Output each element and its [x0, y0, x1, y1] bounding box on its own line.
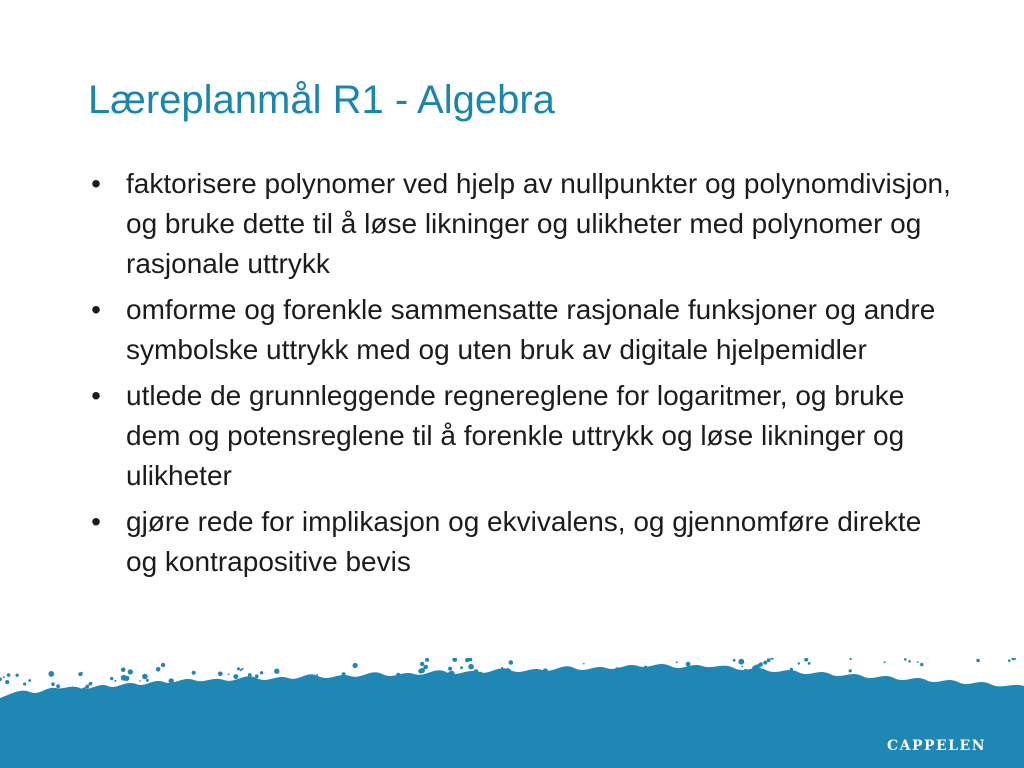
band-speck: [51, 682, 55, 686]
band-speck: [759, 662, 763, 666]
band-speck: [697, 658, 699, 659]
slide-title: Læreplanmål R1 - Algebra: [88, 78, 555, 122]
band-speck: [5, 680, 9, 684]
band-speck: [87, 685, 89, 687]
band-speck: [452, 658, 457, 662]
band-speck: [908, 660, 911, 663]
bullet-marker-icon: •: [91, 380, 101, 411]
band-speck: [798, 662, 800, 664]
band-speck: [692, 666, 694, 668]
bullet-item: [86, 164, 956, 284]
band-speck: [884, 661, 886, 663]
bullet-text: utlede de grunnleggende regnereglene for logaritmer, og bruke dem og potensreglene til å forenkle uttrykk og løse likninger og ulikheter: [126, 380, 905, 491]
band-speck: [509, 660, 514, 665]
band-speck: [250, 679, 253, 682]
band-speck: [559, 674, 561, 676]
bullet-item: [86, 376, 956, 496]
band-speck: [540, 674, 542, 676]
band-speck: [161, 663, 165, 667]
band-speck: [468, 664, 474, 670]
band-speck: [738, 659, 744, 665]
band-speck: [156, 667, 161, 672]
band-speck: [124, 676, 129, 681]
band-speck: [644, 666, 647, 669]
band-speck: [289, 684, 293, 688]
band-speck: [448, 671, 454, 677]
band-speck: [567, 668, 570, 671]
band-speck: [744, 669, 748, 673]
band-speck: [667, 668, 670, 671]
band-speck: [237, 667, 240, 670]
bullet-item: [86, 502, 956, 582]
band-speck: [583, 663, 585, 665]
band-speck: [28, 679, 31, 682]
band-speck: [228, 674, 230, 676]
band-speck: [353, 663, 358, 668]
band-speck: [365, 678, 370, 683]
band-speck: [804, 658, 808, 662]
band-speck: [460, 666, 463, 669]
band-speck: [581, 674, 585, 678]
band-speck: [425, 658, 429, 662]
band-speck: [460, 673, 462, 675]
footer-decorative-band: [0, 658, 1024, 768]
band-speck: [56, 684, 60, 688]
band-speck: [770, 658, 774, 660]
band-speck: [139, 680, 141, 682]
band-speck: [351, 677, 356, 682]
band-speck: [255, 674, 259, 678]
band-speck: [342, 672, 346, 676]
band-speck: [501, 667, 503, 669]
band-speck: [478, 672, 483, 677]
band-speck: [309, 683, 313, 687]
band-speck: [628, 665, 630, 667]
bullet-marker-icon: •: [91, 168, 101, 199]
band-speck: [502, 672, 506, 676]
band-speck: [624, 668, 626, 670]
band-speck: [767, 658, 771, 662]
band-speck: [573, 671, 575, 673]
band-speck: [3, 676, 5, 678]
band-speck: [128, 669, 133, 674]
cappelen-logo: CAPPELEN: [886, 738, 986, 754]
band-speck: [1011, 658, 1016, 660]
band-speck: [808, 662, 811, 665]
bullet-text: omforme og forenkle sammensatte rasjonale funksjoner og andre symbolske uttrykk med og uten bruk av digitale hjelpemidler: [126, 294, 936, 365]
band-speck: [396, 673, 400, 677]
band-speck: [904, 658, 907, 661]
band-speck: [420, 668, 425, 673]
band-speck: [976, 659, 980, 663]
band-speck: [314, 680, 318, 684]
band-speck: [637, 671, 640, 674]
band-speck: [471, 659, 473, 661]
footer-wave-graphic: [0, 658, 1024, 768]
band-speck: [790, 668, 793, 671]
bullet-item: [86, 290, 956, 370]
bullet-list: [86, 164, 956, 588]
band-speck: [169, 678, 174, 683]
band-speck: [260, 671, 263, 674]
bullet-marker-icon: •: [91, 294, 101, 325]
band-speck: [615, 667, 620, 672]
band-speck: [920, 663, 923, 666]
band-speck: [80, 672, 83, 675]
band-speck: [142, 674, 148, 680]
band-speck: [0, 677, 2, 681]
band-speck: [281, 678, 284, 681]
band-speck: [597, 674, 602, 679]
band-speck: [15, 674, 18, 677]
bullet-text: faktorisere polynomer ved hjelp av nullpunkter og polynomdivisjon, og bruke dette til å løse likninger og ulikheter med polynomer og rasjonale uttrykk: [126, 168, 951, 279]
band-speck: [146, 679, 149, 682]
band-speck: [48, 671, 54, 677]
band-speck: [542, 668, 548, 674]
band-speck: [498, 675, 501, 678]
band-speck: [763, 661, 767, 665]
band-speck: [114, 680, 116, 682]
band-speck: [507, 669, 511, 673]
band-speck: [121, 667, 126, 672]
band-speck: [733, 659, 736, 662]
band-speck: [849, 669, 852, 672]
band-speck: [917, 661, 919, 663]
band-speck: [23, 682, 26, 685]
band-speck: [741, 666, 743, 668]
band-speck: [686, 662, 691, 667]
band-speck: [233, 674, 238, 679]
band-speck: [91, 682, 93, 684]
band-speck: [218, 672, 223, 677]
band-speck: [192, 671, 196, 675]
band-speck: [774, 672, 777, 675]
band-speck: [671, 668, 675, 672]
band-speck: [7, 673, 11, 677]
band-speck: [420, 662, 424, 666]
band-speck: [474, 669, 479, 674]
bullet-text: gjøre rede for implikasjon og ekvivalens, og gjennomføre direkte og kontrapositive bevis: [126, 506, 922, 577]
band-speck: [676, 661, 678, 663]
band-speck: [274, 669, 279, 674]
band-speck: [248, 673, 252, 677]
band-speck: [850, 658, 852, 660]
band-speck: [110, 677, 113, 680]
band-speck: [1008, 659, 1011, 662]
band-speck: [505, 676, 508, 679]
band-speck: [316, 674, 318, 676]
band-speck: [448, 667, 452, 671]
bullet-marker-icon: •: [91, 506, 101, 537]
band-speck: [338, 683, 340, 685]
band-speck: [241, 668, 243, 670]
